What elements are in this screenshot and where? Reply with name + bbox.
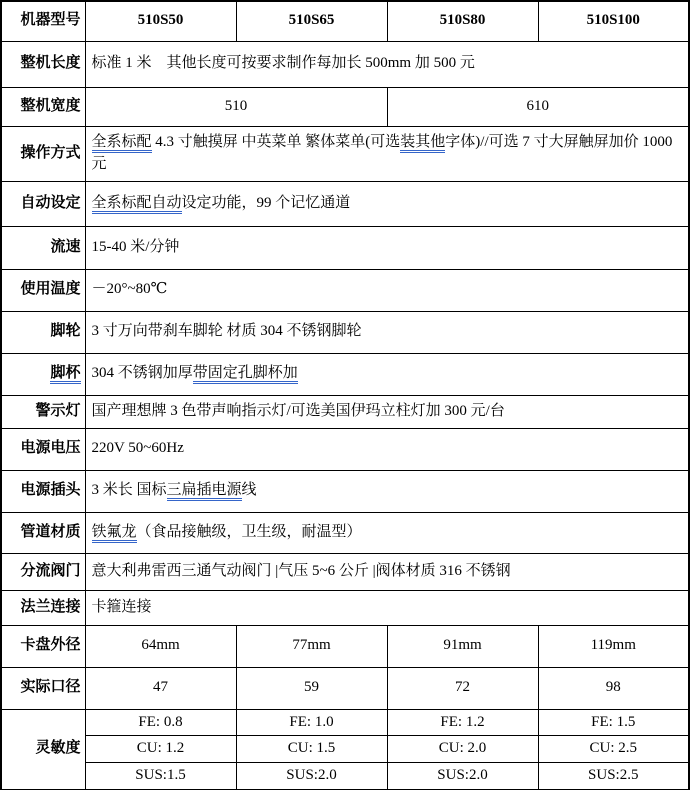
table-row — [1, 395, 689, 428]
spec-cell: 全系标配 4.3 寸触摸屏 中英菜单 繁体菜单(可选装其他字体)//可选 7 寸大屏触屏加价 1000 元 — [85, 126, 689, 181]
table-row — [1, 470, 689, 512]
row-label: 分流阀门 — [1, 553, 85, 590]
spec-cell: 64mm — [85, 625, 236, 667]
underlined-text: 全系标配 — [92, 134, 152, 153]
table-row — [1, 625, 689, 667]
underlined-text: 铁氟龙 — [92, 524, 137, 543]
spec-cell: 3 寸万向带刹车脚轮 材质 304 不锈钢脚轮 — [85, 311, 689, 353]
table-row — [1, 736, 689, 763]
row-label: 电源插头 — [1, 470, 85, 512]
spec-cell: 15-40 米/分钟 — [85, 226, 689, 269]
table-row — [1, 269, 689, 311]
spec-cell: CU: 2.0 — [387, 736, 538, 763]
spec-cell: SUS:2.0 — [387, 763, 538, 790]
spec-cell: 标准 1 米 其他长度可按要求制作每加长 500mm 加 500 元 — [85, 41, 689, 87]
underlined-text: 全系标配自动 — [92, 195, 182, 214]
table-row — [1, 512, 689, 553]
spec-cell: 铁氟龙（食品接触级，卫生级，耐温型） — [85, 512, 689, 553]
underlined-text: 三扁插电源 — [167, 482, 242, 501]
spec-cell: 91mm — [387, 625, 538, 667]
row-label: 警示灯 — [1, 395, 85, 428]
row-label: 整机长度 — [1, 41, 85, 87]
row-label: 灵敏度 — [1, 709, 85, 790]
table-row — [1, 709, 689, 736]
row-label: 机器型号 — [1, 1, 85, 41]
spec-cell: 510S65 — [236, 1, 387, 41]
spec-cell: 610 — [387, 87, 689, 126]
table-row — [1, 87, 689, 126]
spec-cell: 72 — [387, 667, 538, 709]
spec-cell: 304 不锈钢加厚带固定孔脚杯加 — [85, 353, 689, 395]
row-label — [1, 353, 85, 395]
row-label: 使用温度 — [1, 269, 85, 311]
table-row — [1, 226, 689, 269]
spec-cell: CU: 1.5 — [236, 736, 387, 763]
spec-cell: 全系标配自动设定功能，99 个记忆通道 — [85, 181, 689, 226]
spec-cell: FE: 1.5 — [538, 709, 689, 736]
spec-cell: 510S80 — [387, 1, 538, 41]
table-row — [1, 353, 689, 395]
underlined-text: 装其他 — [400, 134, 445, 153]
spec-cell: 卡箍连接 — [85, 590, 689, 625]
row-label: 卡盘外径 — [1, 625, 85, 667]
spec-cell: SUS:2.5 — [538, 763, 689, 790]
table-row — [1, 41, 689, 87]
spec-cell: 98 — [538, 667, 689, 709]
table-row — [1, 311, 689, 353]
spec-table-body — [1, 1, 689, 790]
row-label: 整机宽度 — [1, 87, 85, 126]
spec-cell: SUS:2.0 — [236, 763, 387, 790]
spec-cell: 77mm — [236, 625, 387, 667]
spec-cell: 59 — [236, 667, 387, 709]
row-label: 脚轮 — [1, 311, 85, 353]
table-row — [1, 126, 689, 181]
spec-cell: CU: 2.5 — [538, 736, 689, 763]
spec-cell: 510 — [85, 87, 387, 126]
underlined-text: 带固定孔脚杯加 — [193, 365, 298, 384]
spec-cell: 220V 50~60Hz — [85, 428, 689, 470]
row-label: 实际口径 — [1, 667, 85, 709]
row-label: 管道材质 — [1, 512, 85, 553]
spec-cell: SUS:1.5 — [85, 763, 236, 790]
table-row — [1, 590, 689, 625]
spec-cell: 510S100 — [538, 1, 689, 41]
underlined-text: 脚杯 — [50, 365, 80, 384]
spec-cell: FE: 1.0 — [236, 709, 387, 736]
spec-cell: FE: 0.8 — [85, 709, 236, 736]
row-label: 自动设定 — [1, 181, 85, 226]
table-row — [1, 763, 689, 790]
row-label: 操作方式 — [1, 126, 85, 181]
row-label: 流速 — [1, 226, 85, 269]
spec-cell: －20°~80℃ — [85, 269, 689, 311]
table-row — [1, 1, 689, 41]
table-row — [1, 428, 689, 470]
spec-cell: 47 — [85, 667, 236, 709]
row-label: 法兰连接 — [1, 590, 85, 625]
spec-cell: 510S50 — [85, 1, 236, 41]
spec-cell: 119mm — [538, 625, 689, 667]
table-row — [1, 181, 689, 226]
spec-cell: FE: 1.2 — [387, 709, 538, 736]
spec-cell: CU: 1.2 — [85, 736, 236, 763]
table-row — [1, 667, 689, 709]
spec-cell: 3 米长 国标三扁插电源线 — [85, 470, 689, 512]
row-label: 电源电压 — [1, 428, 85, 470]
spec-cell: 国产理想牌 3 色带声响指示灯/可选美国伊玛立柱灯加 300 元/台 — [85, 395, 689, 428]
table-row — [1, 553, 689, 590]
spec-cell: 意大利弗雷西三通气动阀门 |气压 5~6 公斤 |阀体材质 316 不锈钢 — [85, 553, 689, 590]
